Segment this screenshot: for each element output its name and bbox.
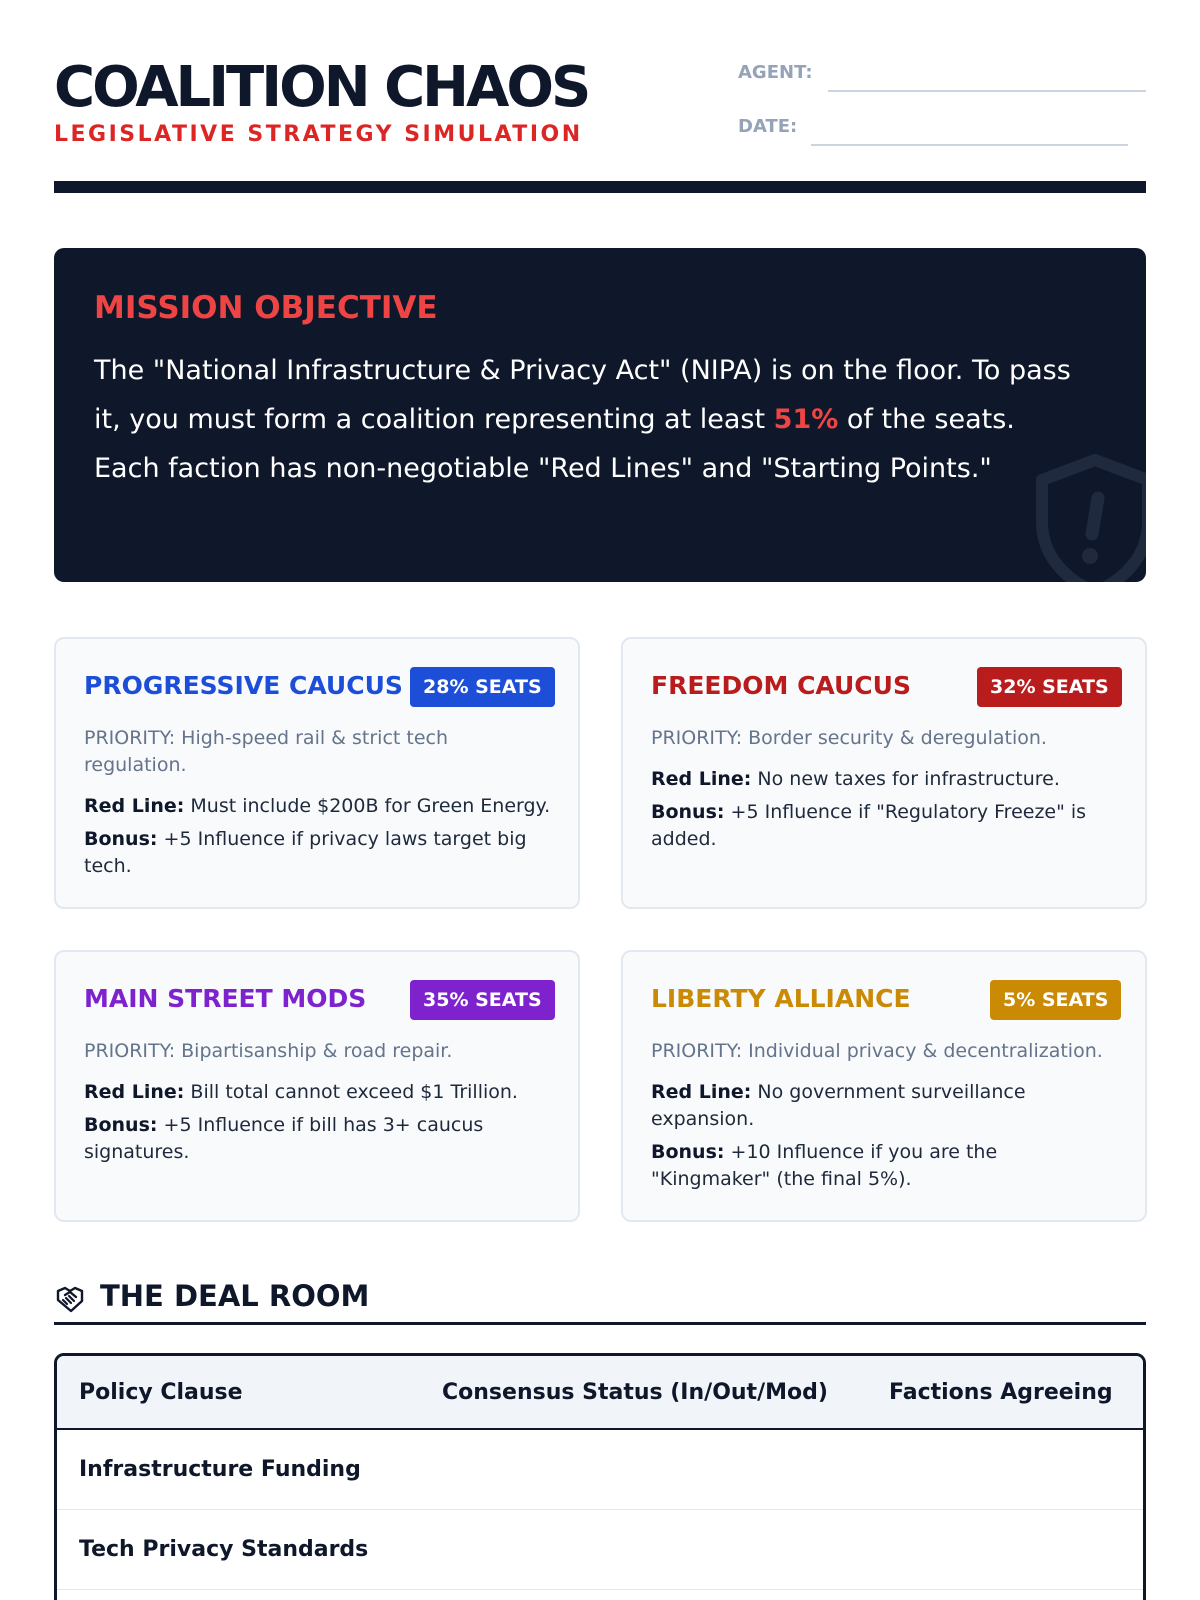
policy-clause-cell: Tech Privacy Standards <box>79 1537 369 1562</box>
agent-label: AGENT: <box>738 62 813 83</box>
seats-badge: 28% SEATS <box>410 667 555 707</box>
seats-badge: 35% SEATS <box>410 980 555 1020</box>
red-line-label: Red Line: <box>651 1081 752 1103</box>
consensus-status-cell[interactable] <box>442 1430 842 1510</box>
header-divider <box>54 181 1146 193</box>
faction-name: FREEDOM CAUCUS <box>651 671 911 700</box>
factions-agreeing-cell[interactable] <box>889 1510 1119 1590</box>
faction-card-main-street <box>54 950 580 1222</box>
worksheet-header <box>54 50 1146 200</box>
faction-red-line <box>651 1079 1121 1133</box>
bonus-label: Bonus: <box>84 828 158 850</box>
faction-name: MAIN STREET MODS <box>84 984 367 1013</box>
mission-text <box>94 346 1074 493</box>
red-line-label: Red Line: <box>84 795 185 817</box>
faction-priority: PRIORITY: Bipartisanship & road repair. <box>84 1040 453 1062</box>
table-row <box>57 1430 1143 1510</box>
bonus-label: Bonus: <box>651 801 725 823</box>
column-header-consensus-status: Consensus Status (In/Out/Mod) <box>442 1380 828 1405</box>
red-line-text: Must include $200B for Green Energy. <box>184 795 551 817</box>
faction-card-progressive <box>54 637 580 909</box>
table-row <box>57 1510 1143 1590</box>
column-header-factions-agreeing: Factions Agreeing <box>889 1380 1113 1405</box>
mission-threshold: 51% <box>773 404 839 435</box>
deal-room-title: THE DEAL ROOM <box>100 1279 370 1313</box>
agent-field[interactable] <box>828 90 1146 92</box>
bonus-text: +5 Influence if "Regulatory Freeze" is added. <box>651 801 1087 850</box>
deal-room-header <box>54 1279 1146 1325</box>
faction-red-line <box>84 1079 554 1106</box>
red-line-label: Red Line: <box>84 1081 185 1103</box>
faction-bonus <box>651 799 1121 853</box>
faction-priority: PRIORITY: Individual privacy & decentralization. <box>651 1040 1103 1062</box>
bonus-text: +5 Influence if bill has 3+ caucus signatures. <box>84 1114 484 1163</box>
faction-card-freedom <box>621 637 1147 909</box>
bonus-text: +5 Influence if privacy laws target big tech. <box>84 828 527 877</box>
bonus-label: Bonus: <box>84 1114 158 1136</box>
factions-agreeing-cell[interactable] <box>889 1430 1119 1510</box>
mission-title: MISSION OBJECTIVE <box>94 290 438 326</box>
shield-alert-icon <box>1020 448 1146 582</box>
seats-badge: 32% SEATS <box>977 667 1122 707</box>
mission-text-end: of the seats. Each faction has non-negotiable "Red Lines" and "Starting Points." <box>94 404 1015 484</box>
faction-bonus <box>84 826 554 880</box>
page-subtitle: LEGISLATIVE STRATEGY SIMULATION <box>54 122 583 147</box>
faction-name: PROGRESSIVE CAUCUS <box>84 671 403 700</box>
faction-bonus <box>84 1112 554 1166</box>
bonus-text: +10 Influence if you are the "Kingmaker" (the final 5%). <box>651 1141 998 1190</box>
deal-room-table <box>54 1353 1146 1600</box>
faction-red-line <box>84 793 554 820</box>
faction-name: LIBERTY ALLIANCE <box>651 984 911 1013</box>
date-field[interactable] <box>811 144 1128 146</box>
faction-bonus <box>651 1139 1121 1193</box>
seats-badge: 5% SEATS <box>990 980 1121 1020</box>
handshake-icon <box>54 1283 86 1315</box>
mission-text-start: The "National Infrastructure & Privacy Act" (NIPA) is on the floor. To pass it, you must form a coalition representing at least <box>94 355 1071 435</box>
column-header-policy-clause: Policy Clause <box>79 1380 243 1405</box>
red-line-text: No new taxes for infrastructure. <box>751 768 1060 790</box>
table-header-row <box>57 1356 1143 1430</box>
faction-priority: PRIORITY: High-speed rail & strict tech regulation. <box>84 727 449 776</box>
faction-card-liberty <box>621 950 1147 1222</box>
faction-priority: PRIORITY: Border security & deregulation. <box>651 727 1047 749</box>
page-title: COALITION CHAOS <box>54 55 589 120</box>
policy-clause-cell: Infrastructure Funding <box>79 1457 361 1482</box>
red-line-text: Bill total cannot exceed $1 Trillion. <box>184 1081 518 1103</box>
red-line-text: No government surveillance expansion. <box>651 1081 1026 1130</box>
consensus-status-cell[interactable] <box>442 1510 842 1590</box>
mission-objective-panel <box>54 248 1146 582</box>
red-line-label: Red Line: <box>651 768 752 790</box>
date-label: DATE: <box>738 116 798 137</box>
bonus-label: Bonus: <box>651 1141 725 1163</box>
faction-red-line <box>651 766 1121 793</box>
